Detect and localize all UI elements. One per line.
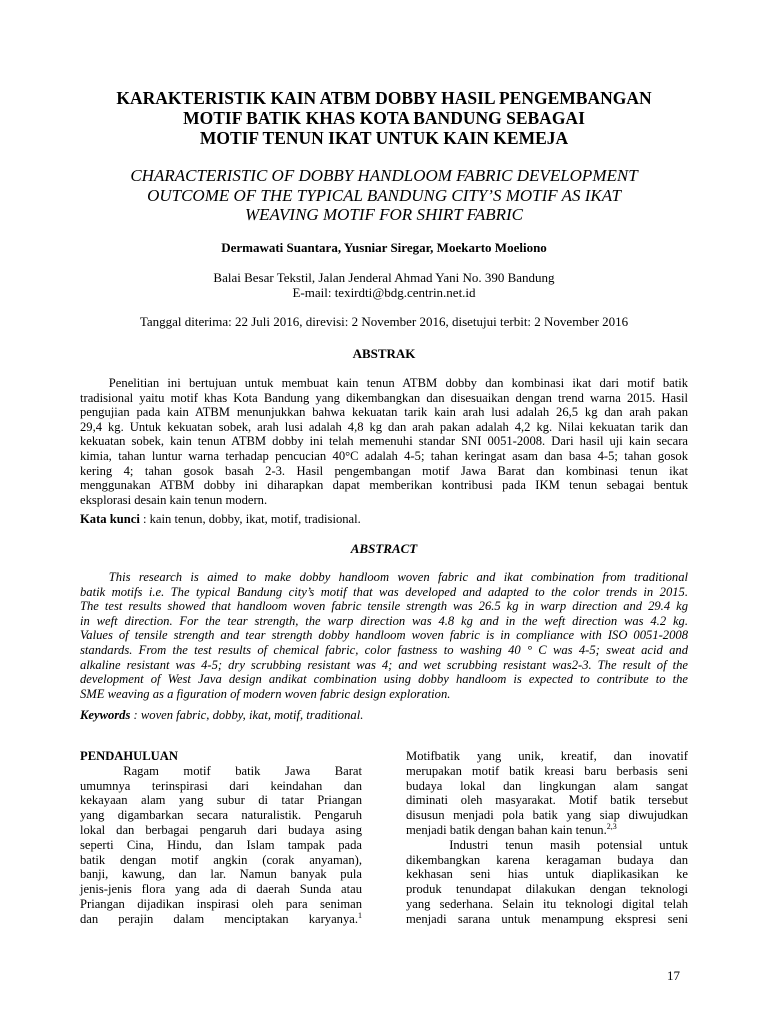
- footnote-ref: 2,3: [606, 821, 617, 831]
- title-en-line-3: WEAVING MOTIF FOR SHIRT FABRIC: [244, 205, 524, 224]
- abstrak-line: 29,4 kg. Untuk kekuatan sobek, arah lusi adalah 4,8 kg dan arah pakan adalah 4,2 kg. Nilai kekuatan tarik dan: [80, 419, 688, 434]
- body-line: Motifbatik yang unik, kreatif, dan inovatif: [406, 749, 688, 763]
- affiliation: [80, 270, 688, 300]
- body-line: dikembangkan karena keragaman budaya dan: [406, 852, 688, 867]
- abstract-heading: ABSTRACT: [350, 541, 418, 556]
- title-id-line-2: MOTIF BATIK KHAS KOTA BANDUNG SEBAGAI: [183, 108, 585, 128]
- abstract-line: in weft direction. For the tear strength, the warp direction was 4.8 kg and in the weft direction was 4.2 kg.: [80, 613, 688, 628]
- abstrak-line: kering 4; tahan gosok basah 2-3. Hasil pengembangan motif Jawa Barat dan kombinasi tenun ikat: [80, 463, 688, 478]
- page-number: 17: [667, 968, 680, 983]
- body-line: kekayaan alam yang subur di tatar Priangan: [80, 793, 362, 808]
- body-line: seperti Cina, Hindu, dan Islam tampak pada: [80, 837, 362, 852]
- body-line: produk tenundapat dilakukan dengan teknologi: [406, 882, 688, 897]
- title-en-line-2: OUTCOME OF THE TYPICAL BANDUNG CITY’S MOTIF AS IKAT: [147, 185, 621, 205]
- institution: Balai Besar Tekstil, Jalan Jenderal Ahmad Yani No. 390 Bandung: [213, 270, 555, 285]
- keywords: [80, 708, 688, 723]
- body-line: yang sederhana. Selain itu teknologi digital telah: [406, 896, 688, 911]
- body-line: banji, kawung, dan lar. Namun banyak pula: [80, 867, 362, 882]
- body-line: yang digambarkan secara naturalistik. Pengaruh: [80, 808, 362, 823]
- abstrak-line: pengujian pada kain ATBM menunjukkan bahwa kekuatan tarik kain arah lusi adalah 26,5 kg dan arah pakan: [80, 405, 688, 420]
- body-line: merupakan motif batik kreasi baru berbasis seni: [406, 763, 688, 778]
- kata-kunci: [80, 512, 688, 527]
- kata-kunci-text: : kain tenun, dobby, ikat, motif, tradisional.: [139, 512, 361, 526]
- keywords-label: Keywords: [80, 708, 131, 722]
- left-column: [80, 749, 362, 927]
- abstract-line: SME weaving as a figuration of modern woven fabric design exploration.: [80, 686, 451, 701]
- author-list: Dermawati Suantara, Yusniar Siregar, Moekarto Moeliono: [221, 240, 547, 255]
- email: E-mail: texirdti@bdg.centrin.net.id: [292, 285, 476, 300]
- body-line-text: menjadi batik dengan bahan kain tenun.: [406, 822, 607, 837]
- title-english: [80, 166, 688, 225]
- body-line-with-footnote: [80, 912, 362, 927]
- body-line: Industri tenun masih potensial untuk: [449, 837, 688, 852]
- abstract-line: Values of tensile strength and tear strength dobby handloom woven fabric is in compliance with ISO 0051-2008: [80, 628, 688, 643]
- abstrak-body: [80, 376, 688, 507]
- abstract-line: batik motifs i.e. The typical Bandung city’s motif that was developed and adapted to the color trends in 2015.: [80, 584, 688, 599]
- abstract-line: standards. From the test results of chemical fabric, color fastness to washing 40 ° C was 4-5; sweat acid and: [80, 642, 688, 657]
- title-en-line-1: CHARACTERISTIC OF DOBBY HANDLOOM FABRIC DEVELOPMENT: [130, 166, 638, 185]
- abstract-line: This research is aimed to make dobby handloom woven fabric and ikat combination from traditional: [108, 570, 688, 584]
- body-line: budaya lokal dan lingkungan alam sangat: [406, 778, 688, 793]
- abstrak-heading: ABSTRAK: [352, 346, 416, 361]
- section-heading-pendahuluan: PENDAHULUAN: [80, 749, 178, 763]
- abstract-body: [80, 570, 688, 701]
- abstract-line: alkaline resistant was 4-5; dry scrubbing resistant was 4; and wet scrubbing resistant was2-3. The result of the: [80, 657, 688, 672]
- abstract-line: development of West Java design andikat combination using dobby handloom is expected to contribute to the: [80, 672, 688, 687]
- body-line: batik dengan motif angkin (corak anyaman),: [80, 852, 362, 867]
- title-indonesian: [80, 88, 688, 148]
- kata-kunci-label: Kata kunci: [80, 512, 140, 526]
- abstrak-line: kekuatan sobek, kain tenun ATBM dobby ini telah memenuhi standar SNI 0051-2008. Dari hasil uji kain secara: [80, 434, 688, 449]
- submission-dates: Tanggal diterima: 22 Juli 2016, direvisi: 2 November 2016, disetujui terbit: 2 November 2016: [139, 314, 629, 329]
- footnote-ref: 1: [358, 910, 362, 920]
- body-line: kekhasan seni hias untuk diaplikasikan ke: [406, 867, 688, 882]
- title-id-line-3: MOTIF TENUN IKAT UNTUK KAIN KEMEJA: [199, 128, 569, 148]
- abstrak-line: kimia, tahan luntur warna terhadap pencucian 40°C adalah 4-5; tahan keringat asam dan basa 4-5; tahan gosok: [80, 448, 688, 463]
- abstract-line: The test results showed that handloom woven fabric tensile strength was 26.5 kg in warp direction and 29.4 kg: [80, 599, 688, 614]
- body-line: Priangan dijadikan inspirasi oleh para seniman: [80, 896, 362, 911]
- body-line: diminati oleh masyarakat. Motif batik tersebut: [406, 793, 688, 808]
- abstrak-line: Penelitian ini bertujuan untuk membuat kain tenun ATBM dobby dan kombinasi ikat dari motif batik: [108, 376, 688, 390]
- abstrak-line: menggunakan ATBM dobby ini diharapkan dapat memberikan kontribusi pada IKM tenun sebagai bentuk: [80, 478, 688, 493]
- body-line: jenis-jenis flora yang ada di daerah Sunda atau: [80, 882, 362, 897]
- title-id-line-1: KARAKTERISTIK KAIN ATBM DOBBY HASIL PENGEMBANGAN: [116, 88, 652, 108]
- body-line-text: dan perajin dalam menciptakan karyanya.: [80, 911, 358, 926]
- abstrak-line: eksplorasi desain kain tenun modern.: [80, 492, 268, 507]
- body-line-with-footnote: [406, 823, 688, 838]
- body-line: menjadi sarana untuk menampung ekspresi seni: [406, 911, 688, 926]
- body-line: umumnya terinspirasi dari keindahan dan: [80, 778, 362, 793]
- abstrak-line: tradisional yaitu motif khas Kota Bandung yang dikembangkan dan disesuaikan dengan trend warna 2015. Hasil: [80, 390, 688, 405]
- body-line: lokal dan berbagai pengaruh dari budaya asing: [80, 822, 362, 837]
- right-column: [406, 749, 688, 927]
- body-line: Ragam motif batik Jawa Barat: [123, 763, 362, 778]
- keywords-text: : woven fabric, dobby, ikat, motif, traditional.: [130, 708, 364, 722]
- body-line: disusun menjadi pola batik yang siap diwujudkan: [406, 808, 688, 823]
